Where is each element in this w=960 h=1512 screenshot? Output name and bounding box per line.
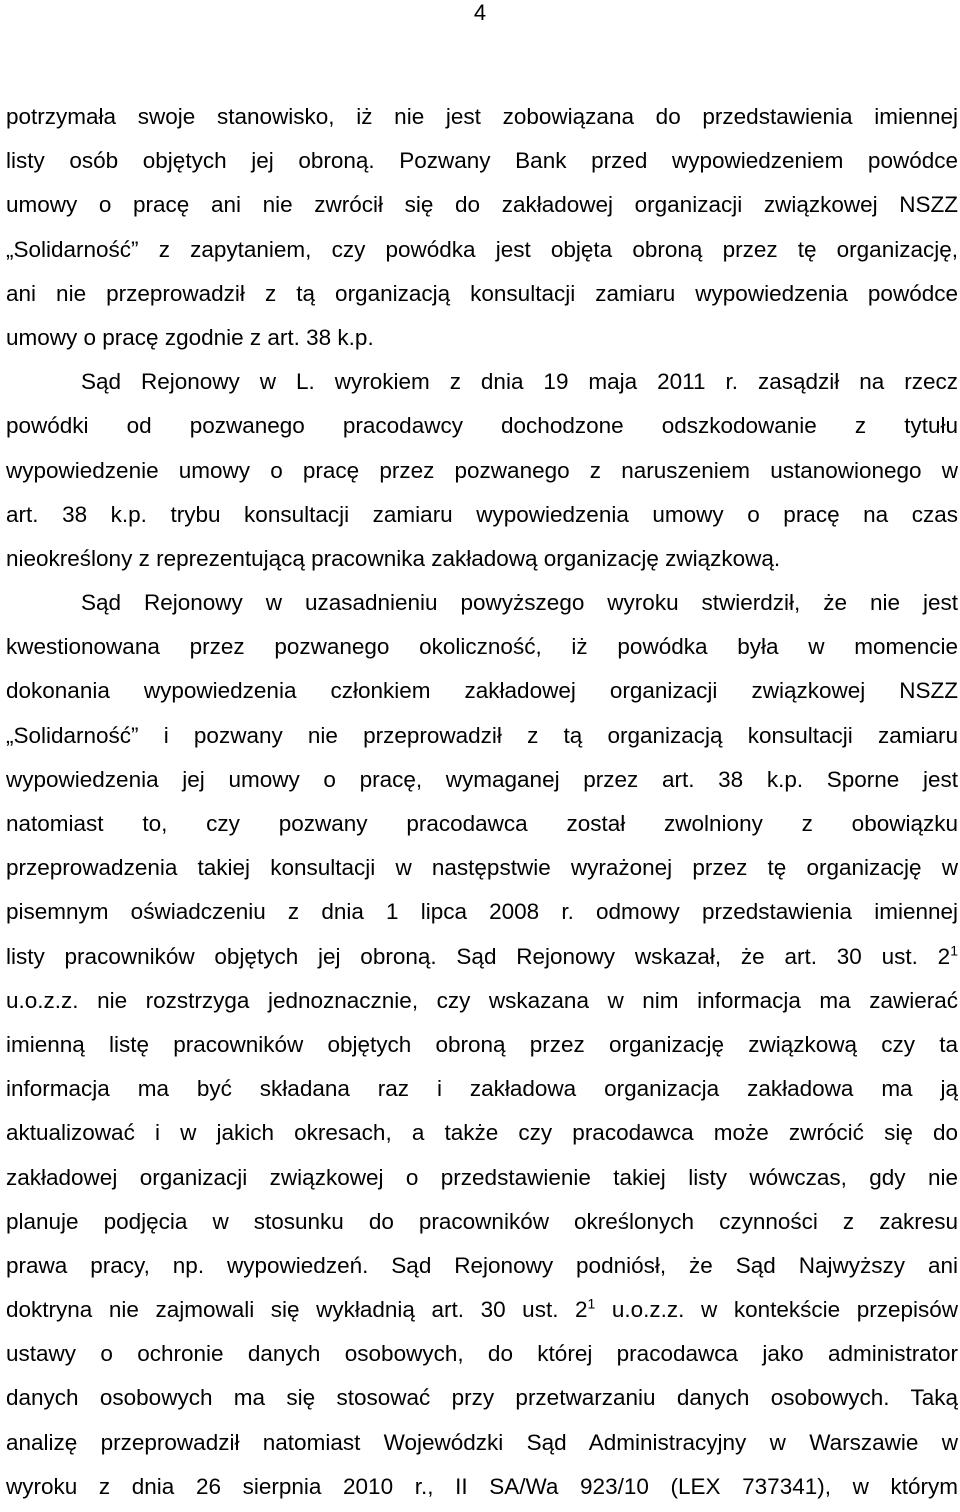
text-line: wypowiedzenia jej umowy o pracę, wymaganej przez art. 38 k.p. Sporne jest	[6, 766, 958, 792]
superscript: 1	[950, 942, 958, 959]
text-line: potrzymała swoje stanowisko, iż nie jest zobowiązana do przedstawienia imiennej	[6, 104, 958, 129]
text-line: powódki od pozwanego pracodawcy dochodzone odszkodowanie z tytułu	[6, 413, 958, 439]
text-line: przeprowadzenia takiej konsultacji w następstwie wyrażonej przez tę organizację w	[6, 855, 958, 881]
text-line: imienną listę pracowników objętych obroną przez organizację związkową czy ta	[6, 1031, 958, 1057]
document-body	[6, 95, 958, 1509]
text-line: natomiast to, czy pozwany pracodawca został zwolniony z obowiązku	[6, 811, 958, 836]
page-number: 4	[473, 0, 487, 25]
text-line: pisemnym oświadczeniu z dnia 1 lipca 2008 r. odmowy przedstawienia imiennej	[6, 899, 958, 925]
text-line: planuje podjęcia w stosunku do pracowników określonych czynności z zakresu	[6, 1208, 958, 1234]
text-line: zakładowej organizacji związkowej o przedstawienie takiej listy wówczas, gdy nie	[6, 1164, 958, 1190]
text-line: ustawy o ochronie danych osobowych, do której pracodawca jako administrator	[6, 1341, 958, 1367]
text-line: „Solidarność” z zapytaniem, czy powódka jest objęta obroną przez tę organizację,	[6, 236, 958, 262]
text-line: dokonania wypowiedzenia członkiem zakładowej organizacji związkowej NSZZ	[6, 678, 958, 704]
text-line	[6, 1288, 958, 1332]
text-line	[6, 935, 958, 979]
text-line: listy osób objętych jej obroną. Pozwany Bank przed wypowiedzeniem powódce	[6, 148, 958, 174]
line-text: u.o.z.z. w kontekście przepisów	[595, 1297, 958, 1323]
text-line: Sąd Rejonowy w uzasadnieniu powyższego wyroku stwierdził, że nie jest	[81, 590, 958, 616]
text-line: aktualizować i w jakich okresach, a także czy pracodawca może zwrócić się do	[6, 1120, 958, 1146]
text-line: wyroku z dnia 26 sierpnia 2010 r., II SA/Wa 923/10 (LEX 737341), w którym	[6, 1473, 958, 1499]
text-line: ani nie przeprowadził z tą organizacją konsultacji zamiaru wypowiedzenia powódce	[6, 280, 958, 306]
text-line: umowy o pracę zgodnie z art. 38 k.p.	[6, 324, 374, 350]
text-line: informacja ma być składana raz i zakładowa organizacja zakładowa ma ją	[6, 1076, 958, 1102]
text-line: wypowiedzenie umowy o pracę przez pozwanego z naruszeniem ustanowionego w	[6, 457, 958, 483]
text-line: danych osobowych ma się stosować przy przetwarzaniu danych osobowych. Taką	[6, 1385, 958, 1411]
text-line: Sąd Rejonowy w L. wyrokiem z dnia 19 maja 2011 r. zasądził na rzecz	[81, 369, 958, 395]
text-line: prawa pracy, np. wypowiedzeń. Sąd Rejonowy podniósł, że Sąd Najwyższy ani	[6, 1252, 958, 1278]
line-text: listy pracowników objętych jej obroną. Sąd Rejonowy wskazał, że art. 30 ust. 2	[6, 943, 951, 969]
superscript: 1	[587, 1295, 596, 1312]
line-text: doktryna nie zajmowali się wykładnią art. 30 ust. 2	[6, 1297, 588, 1323]
text-line: nieokreślony z reprezentującą pracownika zakładową organizację związkową.	[6, 545, 781, 571]
text-line: umowy o pracę ani nie zwrócił się do zakładowej organizacji związkowej NSZZ	[6, 192, 958, 218]
text-line: kwestionowana przez pozwanego okoliczność, iż powódka była w momencie	[6, 634, 958, 660]
text-line: „Solidarność” i pozwany nie przeprowadził z tą organizacją konsultacji zamiaru	[6, 722, 958, 748]
text-line: art. 38 k.p. trybu konsultacji zamiaru wypowiedzenia umowy o pracę na czas	[6, 501, 958, 527]
text-line: analizę przeprowadził natomiast Wojewódzki Sąd Administracyjny w Warszawie w	[6, 1429, 958, 1455]
text-line: u.o.z.z. nie rozstrzyga jednoznacznie, czy wskazana w nim informacja ma zawierać	[6, 987, 958, 1013]
